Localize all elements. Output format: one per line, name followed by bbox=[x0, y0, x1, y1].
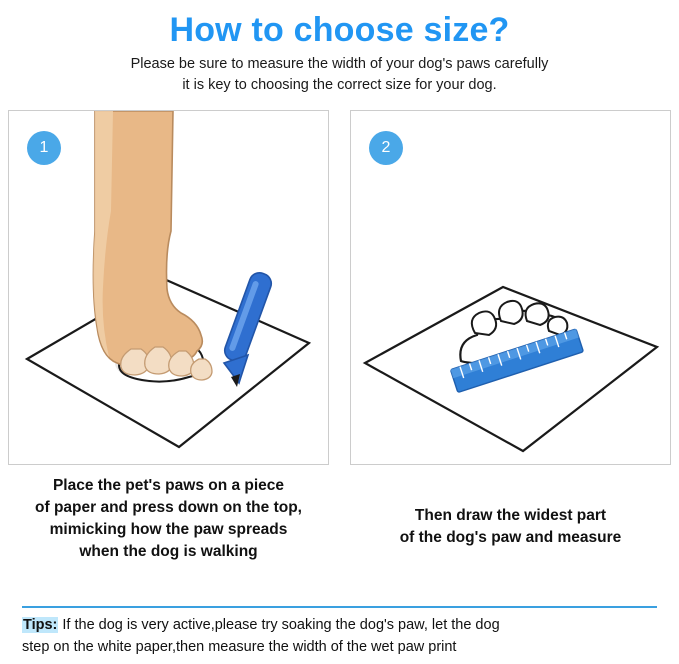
page-subtitle bbox=[60, 54, 620, 96]
size-guide-page bbox=[0, 8, 679, 664]
panel-captions bbox=[0, 475, 679, 563]
subtitle-line-2: it is key to choosing the correct size for your dog. bbox=[182, 77, 497, 93]
tips-line-1: If the dog is very active,please try soaking the dog's paw, let the dog bbox=[62, 617, 500, 633]
caption-1-line-1: Place the pet's paws on a piece bbox=[52, 477, 285, 494]
illustration-panels bbox=[0, 110, 679, 465]
caption-2-line-1: Then draw the widest part bbox=[414, 507, 607, 524]
panel-step-2 bbox=[350, 110, 671, 465]
page-title: How to choose size? bbox=[169, 11, 510, 49]
caption-1-line-4: when the dog is walking bbox=[79, 543, 258, 560]
caption-step-1 bbox=[8, 475, 329, 563]
paw-outline-with-ruler-illustration bbox=[351, 111, 672, 466]
panel-step-1 bbox=[8, 110, 329, 465]
paw-on-paper-with-pen-illustration bbox=[9, 111, 330, 466]
tips-section bbox=[22, 606, 657, 658]
tips-text bbox=[22, 614, 657, 658]
subtitle-line-1: Please be sure to measure the width of your dog's paws carefully bbox=[130, 56, 549, 72]
caption-step-2 bbox=[350, 475, 671, 563]
tips-label: Tips: bbox=[23, 617, 58, 633]
caption-1-line-3: mimicking how the paw spreads bbox=[49, 521, 288, 538]
caption-2-line-2: of the dog's paw and measure bbox=[399, 529, 622, 546]
caption-1-line-2: of paper and press down on the top, bbox=[35, 499, 302, 516]
tips-line-2: step on the white paper,then measure the width of the wet paw print bbox=[22, 639, 457, 655]
step-badge-2: 2 bbox=[369, 131, 403, 165]
step-badge-1: 1 bbox=[27, 131, 61, 165]
